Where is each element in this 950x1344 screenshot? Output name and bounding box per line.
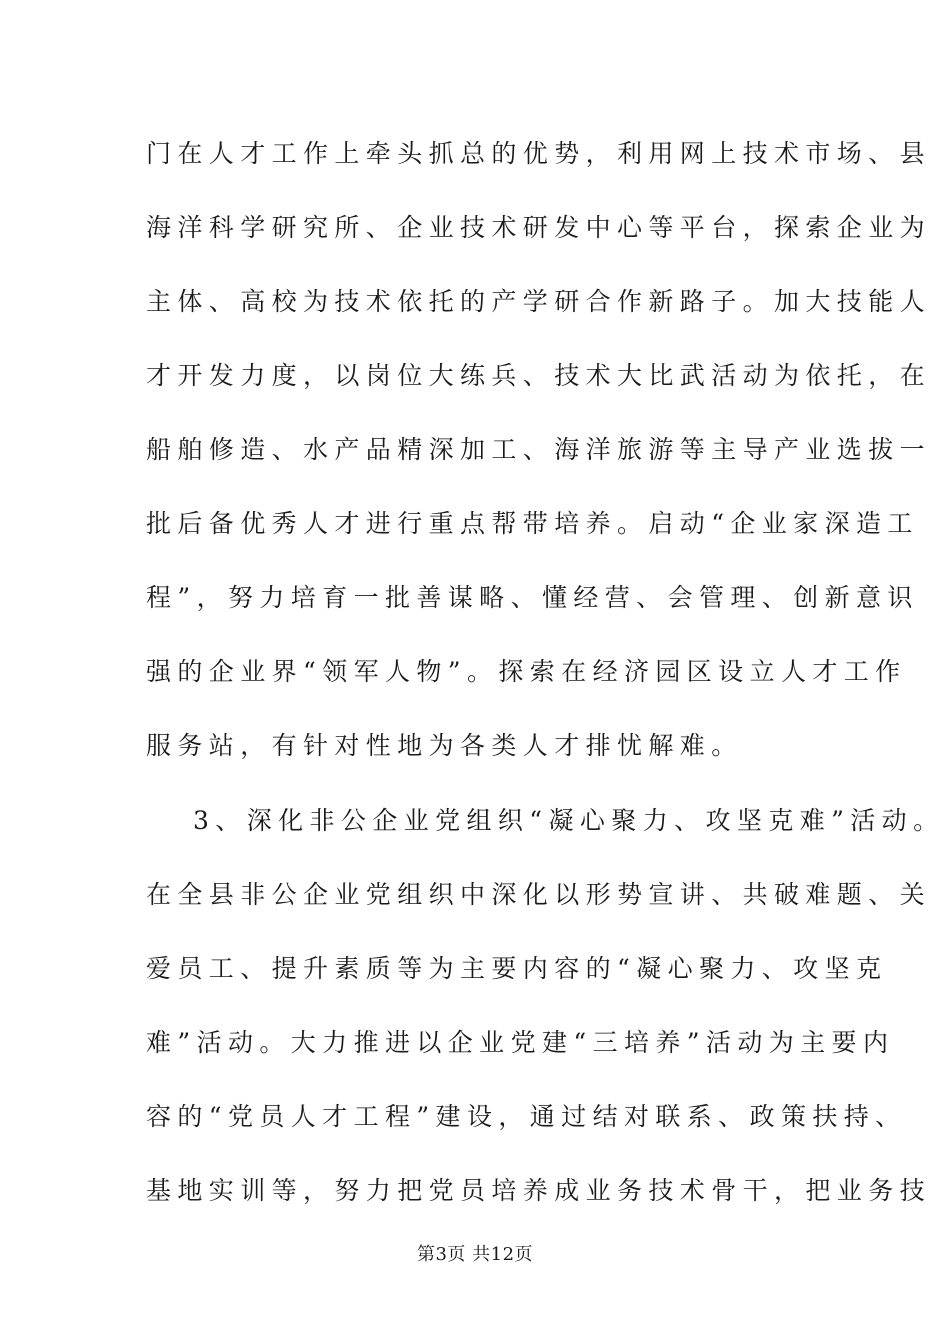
page-number-footer: 第3页 共12页 xyxy=(416,1244,534,1265)
text-line-1: 门在人才工作上牵头抓总的优势，利用网上技术市场、县 xyxy=(146,139,932,168)
text-line-14: 容的“党员人才工程”建设，通过结对联系、政策扶持、 xyxy=(146,1102,907,1131)
text-line-8: 强的企业界“领军人物”。探索在经济园区设立人才工作 xyxy=(146,657,907,686)
text-line-4: 才开发力度，以岗位大练兵、技术大比武活动为依托，在 xyxy=(146,361,932,390)
text-line-5: 船舶修造、水产品精深加工、海洋旅游等主导产业选拔一 xyxy=(146,435,932,464)
text-line-13: 难”活动。大力推进以企业党建“三培养”活动为主要内 xyxy=(146,1028,895,1057)
text-line-9: 服务站，有针对性地为各类人才排忧解难。 xyxy=(146,731,743,760)
text-line-12: 爱员工、提升素质等为主要内容的“凝心聚力、攻坚克 xyxy=(146,954,888,983)
text-line-6: 批后备优秀人才进行重点帮带培养。启动“企业家深造工 xyxy=(146,509,919,538)
text-line-2: 海洋科学研究所、企业技术研发中心等平台，探索企业为 xyxy=(146,213,932,242)
text-line-3: 主体、高校为技术依托的产学研合作新路子。加大技能人 xyxy=(146,287,932,316)
section-heading-line: 3、深化非公企业党组织“凝心聚力、攻坚克难”活动。 xyxy=(193,806,945,835)
text-line-15: 基地实训等，努力把党员培养成业务技术骨干，把业务技 xyxy=(146,1176,932,1205)
text-line-7: 程”，努力培育一批善谋略、懂经营、会管理、创新意识 xyxy=(146,583,919,612)
text-line-11: 在全县非公企业党组织中深化以形势宣讲、共破难题、关 xyxy=(146,880,932,909)
